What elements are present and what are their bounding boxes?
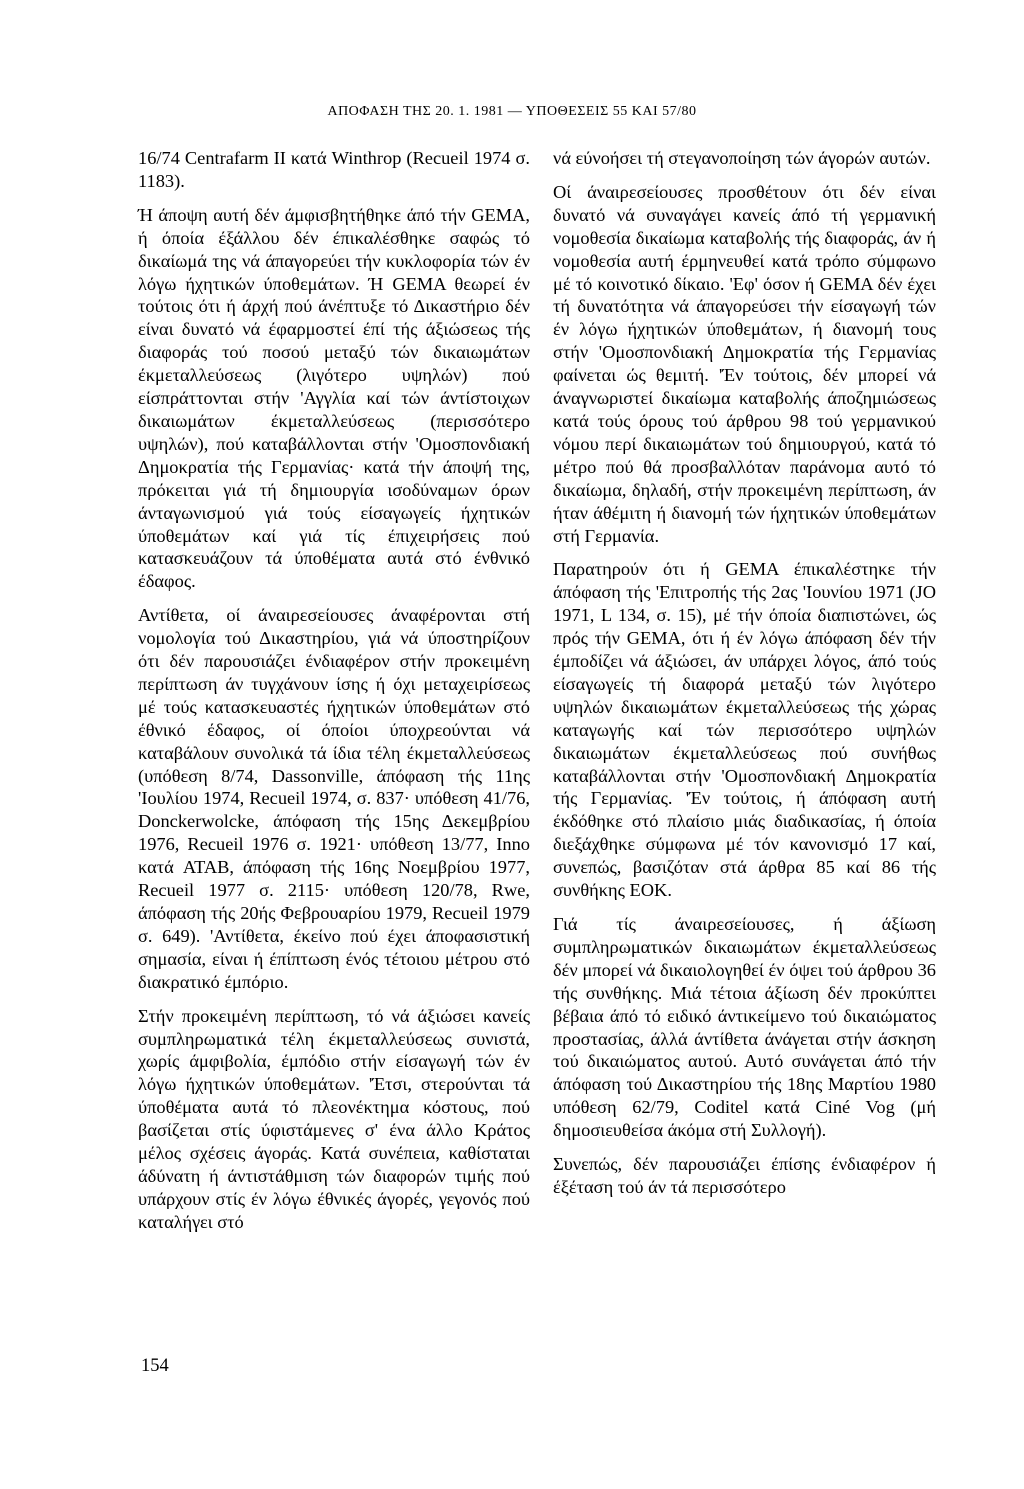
paragraph: Ή άποψη αυτή δέν άμφισβητήθηκε άπό τήν GEMA, ή όποία έξάλλου δέν έπικαλέσθηκε σαφώς τό δικαίωμά της νά άπαγορεύει τήν κυκλοφορία τών έν λόγω ήχητικών ύποθεμάτων. Ή GEMA θεωρεί έν τούτοις ότι ή άρχή πού άνέπτυξε τό Δικαστήριο δέν είναι δυνατό νά έφαρμοστεί έπί τής άξιώσεως τής διαφοράς τού ποσού μεταξύ τών δικαιωμάτων έκμεταλλεύσεως (λιγότερο υψηλών) πού είσπράττονται στήν 'Αγγλία καί τών άντίστοιχων δικαιωμάτων έκμεταλλεύσεως (περισσότερο υψηλών), πού καταβάλλονται στήν 'Ομοσπονδιακή Δημοκρατία τής Γερμανίας· κατά τήν άποψή της, πρόκειται γιά τή δημιουργία ισοδύναμων όρων άνταγωνισμού γιά τούς είσαγωγείς ήχητικών ύποθεμάτων καί γιά τίς έπιχειρήσεις πού κατασκευάζουν τά ύποθέματα αυτά στό ένθνικό έδαφος. bbox=[138, 204, 530, 592]
paragraph: Αντίθετα, οί άναιρεσείουσες άναφέρονται στή νομολογία τού Δικαστηρίου, γιά νά ύποστηρίζουν ότι δέν παρουσιάζει ένδιαφέρον στήν προκειμένη περίπτωση άν τυγχάνουν ίσης ή όχι μεταχειρίσεως μέ τούς κατασκευαστές ήχητικών ύποθεμάτων στό έθνικό έδαφος, οί όποίοι ύποχρεούνται νά καταβάλουν συνολικά τά ίδια τέλη έκμεταλλεύσεως (υπόθεση 8/74, Dassonville, άπόφαση τής 11ης 'Ιουλίου 1974, Recueil 1974, σ. 837· υπόθεση 41/76, Donckerwolcke, άπόφαση τής 15ης Δεκεμβρίου 1976, Recueil 1976 σ. 1921· υπόθεση 13/77, Inno κατά ATAB, άπόφαση τής 16ης Νοεμβρίου 1977, Recueil 1977 σ. 2115· υπόθεση 120/78, Rwe, άπόφαση τής 20ής Φεβρουαρίου 1979, Recueil 1979 σ. 649). 'Αντίθετα, έκείνο πού έχει άποφασιστική σημασία, είναι ή έπίπτωση ένός τέτοιου μέτρου στό διακρατικό έμπόριο. bbox=[138, 605, 530, 992]
paragraph: 16/74 Centrafarm II κατά Winthrop (Recueil 1974 σ. 1183). bbox=[138, 148, 530, 191]
right-column bbox=[553, 147, 936, 1210]
left-column bbox=[138, 147, 530, 1245]
paragraph: Παρατηρούν ότι ή GEMA έπικαλέστηκε τήν άπόφαση τής 'Επιτροπής τής 2ας 'Ιουνίου 1971 (JO 1971, L 134, σ. 15), μέ τήν όποία διαπιστώνει, ώς πρός τήν GEMA, ότι ή έν λόγω άπόφαση δέν τήν έμποδίζει νά άξιώσει, άν υπάρχει λόγος, άπό τούς είσαγωγείς τή διαφορά μεταξύ τών λιγότερο υψηλών δικαιωμάτων έκμεταλλεύσεως τής χώρας καταγωγής καί τών περισσότερο υψηλών δικαιωμάτων έκμεταλλεύσεως πού συνήθως καταβάλλονται στήν 'Ομοσπονδιακή Δημοκρατία τής Γερμανίας. 'Έν τούτοις, ή άπόφαση αυτή έκδόθηκε στό πλαίσιο μιάς διαδικασίας, ή όποία διεξάχθηκε σύμφωνα μέ τόν κανονισμό 17 καί, συνεπώς, βασιζόταν στά άρθρα 85 καί 86 τής συνθήκης ΕΟΚ. bbox=[553, 559, 936, 901]
running-header: ΑΠΟΦΑΣΗ ΤΗΣ 20. 1. 1981 — ΥΠΟΘΕΣΕΙΣ 55 ΚΑΙ 57/80 bbox=[327, 104, 697, 119]
paragraph: Στήν προκειμένη περίπτωση, τό νά άξιώσει κανείς συμπληρωματικά τέλη έκμεταλλεύσεως συνιστά, χωρίς άμφιβολία, έμπόδιο στήν είσαγωγή τών έν λόγω ήχητικών ύποθεμάτων. 'Έτσι, στερούνται τά ύποθέματα αυτά τό πλεονέκτημα κόστους, πού βασίζεται στίς ύφιστάμενες σ' ένα άλλο Κράτος μέλος σχέσεις άγοράς. Κατά συνέπεια, καθίσταται άδύνατη ή άντιστάθμιση τών διαφορών τιμής πού υπάρχουν στίς έν λόγω έθνικές άγορές, γεγονός πού καταλήγει στό bbox=[138, 1005, 530, 1232]
page-number: 154 bbox=[141, 1356, 169, 1376]
paragraph: νά εύνοήσει τή στεγανοποίηση τών άγορών αυτών. bbox=[553, 148, 931, 168]
paragraph: Γιά τίς άναιρεσείουσες, ή άξίωση συμπληρωματικών δικαιωμάτων έκμεταλλεύσεως δέν μπορεί νά δικαιολογηθεί έν όψει τού άρθρου 36 τής συνθήκης. Μιά τέτοια άξίωση δέν προκύπτει βέβαια άπό τό ειδικό άντικείμενο τού δικαιώματος προστασίας, άλλά άντίθετα άνάγεται στήν άσκηση τού δικαιώματος αυτού. Αυτό συνάγεται άπό τήν άπόφαση τού Δικαστηρίου τής 18ης Μαρτίου 1980 υπόθεση 62/79, Coditel κατά Ciné Vog (μή δημοσιευθείσα άκόμα στή Συλλογή). bbox=[553, 914, 936, 1141]
paragraph: Συνεπώς, δέν παρουσιάζει έπίσης ένδιαφέρον ή έξέταση τού άν τά περισσότερο bbox=[553, 1154, 936, 1197]
paragraph: Οί άναιρεσείουσες προσθέτουν ότι δέν είναι δυνατό νά συναγάγει κανείς άπό τή γερμανική νομοθεσία δικαίωμα καταβολής τής διαφοράς, άν ή νομοθεσία αυτή έρμηνευθεί κατά τρόπο σύμφωνο μέ τό κοινοτικό δίκαιο. 'Εφ' όσον ή GEMA δέν έχει τή δυνατότητα νά άπαγορεύσει τήν είσαγωγή τών έν λόγω ήχητικών ύποθεμάτων, ή διανομή τους στήν 'Ομοσπονδιακή Δημοκρατία τής Γερμανίας φαίνεται ώς θεμιτή. 'Έν τούτοις, δέν μπορεί νά άναγνωριστεί δικαίωμα καταβολής άποζημιώσεως κατά τούς όρους τού άρθρου 98 τού γερμανικού νόμου περί δικαιωμάτων τού δημιουργού, κατά τό μέτρο πού θά προσβαλλόταν παράνομα αυτό τό δικαίωμα, δηλαδή, στήν προκειμένη περίπτωση, άν ήταν άθέμιτη ή διανομή τών ήχητικών ύποθεμάτων στή Γερμανία. bbox=[553, 181, 936, 546]
